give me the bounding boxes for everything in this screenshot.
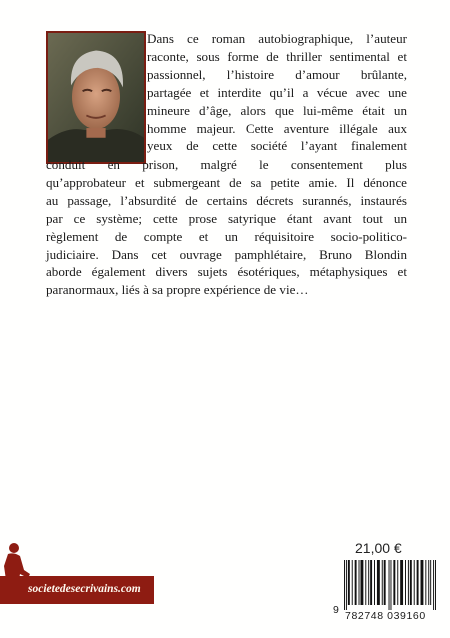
blurb-line: mineure d’âge, alors que lui-même était un: [147, 102, 407, 118]
blurb-line: partagée et interdite qu’il a vécue avec une: [147, 84, 407, 100]
barcode-digits: 782748 039160: [345, 610, 426, 622]
isbn-barcode: [333, 560, 437, 622]
barcode-bars: [344, 560, 436, 610]
blurb-line: règlement de compte et un réquisitoire socio-politico-: [46, 228, 407, 244]
author-portrait-image: [48, 33, 144, 162]
blurb-line: homme majeur. Cette aventure illégale aux: [147, 120, 407, 136]
blurb-line: au passage, l’absurdité de certains décrets surannés, instaurés: [46, 192, 407, 208]
blurb-line: paranormaux, liés à sa propre expérience de vie…: [46, 282, 309, 298]
blurb-line: par ce système; cette prose satyrique étant avant tout un: [46, 210, 407, 226]
barcode-first-digit: 9: [333, 604, 339, 616]
publisher-logo-text: societedesecrivains.com: [28, 583, 141, 595]
author-photo: [46, 31, 146, 164]
blurb-line: raconte, sous forme de thriller sentimental et: [147, 48, 407, 64]
blurb-line: yeux de cette société l’ayant finalement: [147, 138, 407, 154]
price-label: 21,00 €: [355, 540, 402, 556]
blurb-line: qu’approbateur et submergeant de sa petite amie. Il dénonce: [46, 174, 407, 190]
blurb-line: conduit en prison, malgré le consentement plus: [46, 157, 407, 172]
blurb-bottom: [46, 156, 407, 299]
blurb-line: passionnel, l’histoire d’amour brûlante,: [147, 66, 407, 82]
blurb-line: aborde également divers sujets ésotériques, métaphysiques et: [46, 264, 407, 280]
blurb-top: [147, 30, 407, 155]
blurb-line: judiciaire. Dans cet ouvrage pamphlétaire, Bruno Blondin: [46, 246, 407, 262]
blurb-line: Dans ce roman autobiographique, l’auteur: [147, 31, 407, 46]
